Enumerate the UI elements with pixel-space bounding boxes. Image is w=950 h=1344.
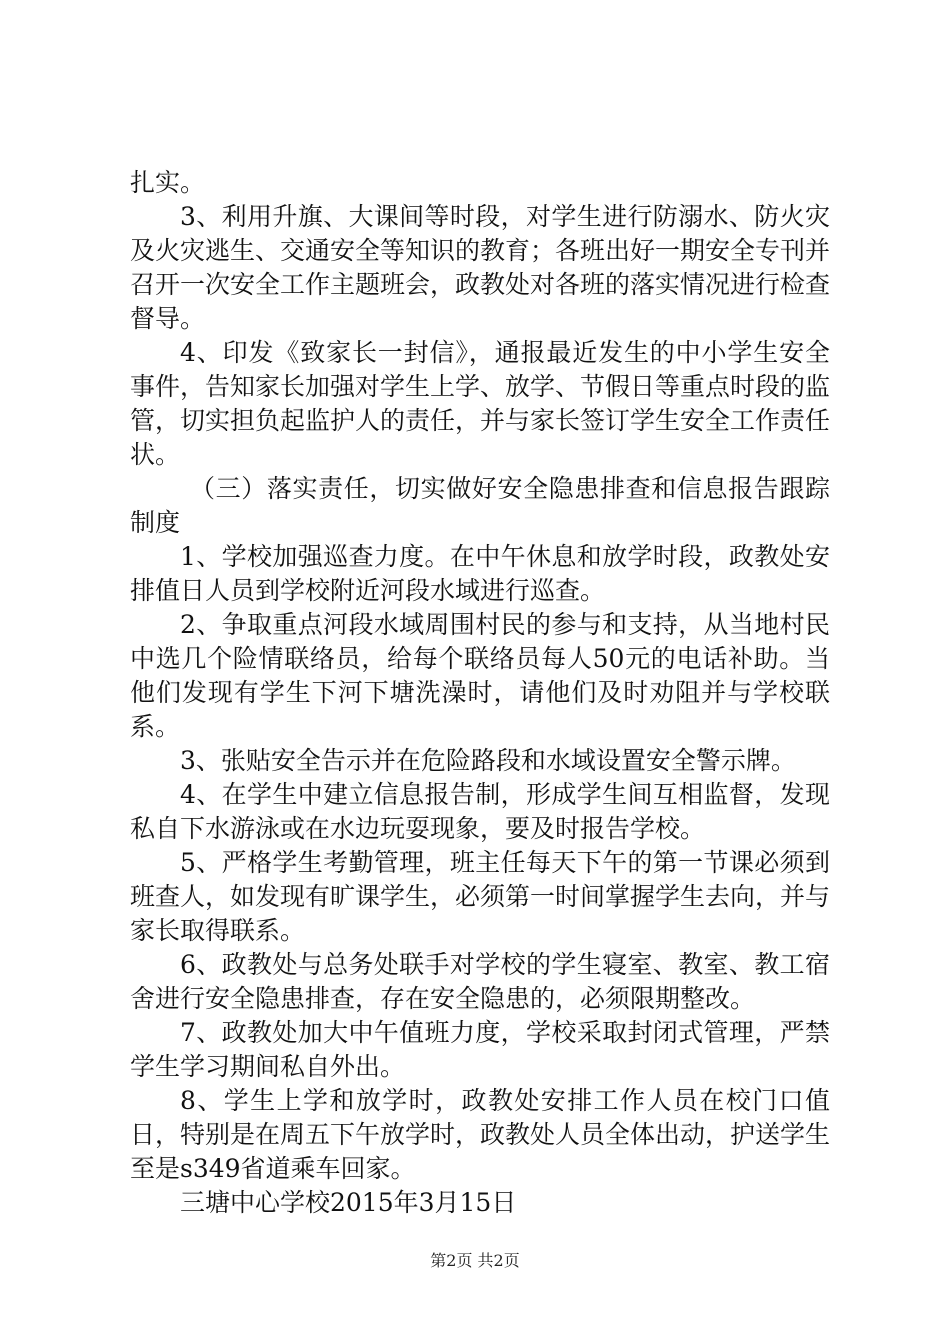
paragraph-item-5: 5、严格学生考勤管理，班主任每天下午的第一节课必须到班查人，如发现有旷课学生，必须第一时间掌握学生去向，并与家长取得联系。	[130, 848, 831, 945]
paragraph-item-6: 6、政教处与总务处联手对学校的学生寝室、教室、教工宿舍进行安全隐患排查，存在安全隐患的，必须限期整改。	[130, 950, 830, 1013]
paragraph-item-3: 3、利用升旗、大课间等时段，对学生进行防溺水、防火灾及火灾逃生、交通安全等知识的教育；各班出好一期安全专刊并召开一次安全工作主题班会，政教处对各班的落实情况进行检查督导。	[130, 202, 831, 333]
paragraph-item-8: 8、学生上学和放学时，政教处安排工作人员在校门口值日，特别是在周五下午放学时，政教处人员全体出动，护送学生至是s349省道乘车回家。	[130, 1086, 831, 1183]
section-heading-3: （三）落实责任，切实做好安全隐患排查和信息报告跟踪制度	[130, 474, 830, 537]
page-number-label: 第2页 共2页	[430, 1251, 520, 1270]
paragraph-item-3b: 3、张贴安全告示并在危险路段和水域设置安全警示牌。	[180, 746, 796, 775]
page-footer	[0, 1250, 950, 1272]
document-body	[130, 166, 830, 1220]
paragraph-item-1: 1、学校加强巡查力度。在中午休息和放学时段，政教处安排值日人员到学校附近河段水域进行巡查。	[130, 542, 830, 605]
paragraph-item-4b: 4、在学生中建立信息报告制，形成学生间互相监督，发现私自下水游泳或在水边玩耍现象，要及时报告学校。	[130, 780, 830, 843]
paragraph-item-4: 4、印发《致家长一封信》，通报最近发生的中小学生安全事件，告知家长加强对学生上学、放学、节假日等重点时段的监管，切实担负起监护人的责任，并与家长签订学生安全工作责任状。	[130, 338, 831, 469]
paragraph-item-7: 7、政教处加大中午值班力度，学校采取封闭式管理，严禁学生学习期间私自外出。	[130, 1018, 830, 1081]
paragraph-item-2: 2、争取重点河段水域周围村民的参与和支持，从当地村民中选几个险情联络员，给每个联络员每人50元的电话补助。当他们发现有学生下河下塘洗澡时，请他们及时劝阻并与学校联系。	[130, 610, 830, 741]
signature-date-line: 三塘中心学校2015年3月15日	[180, 1188, 517, 1217]
paragraph-continuation: 扎实。	[130, 168, 206, 197]
